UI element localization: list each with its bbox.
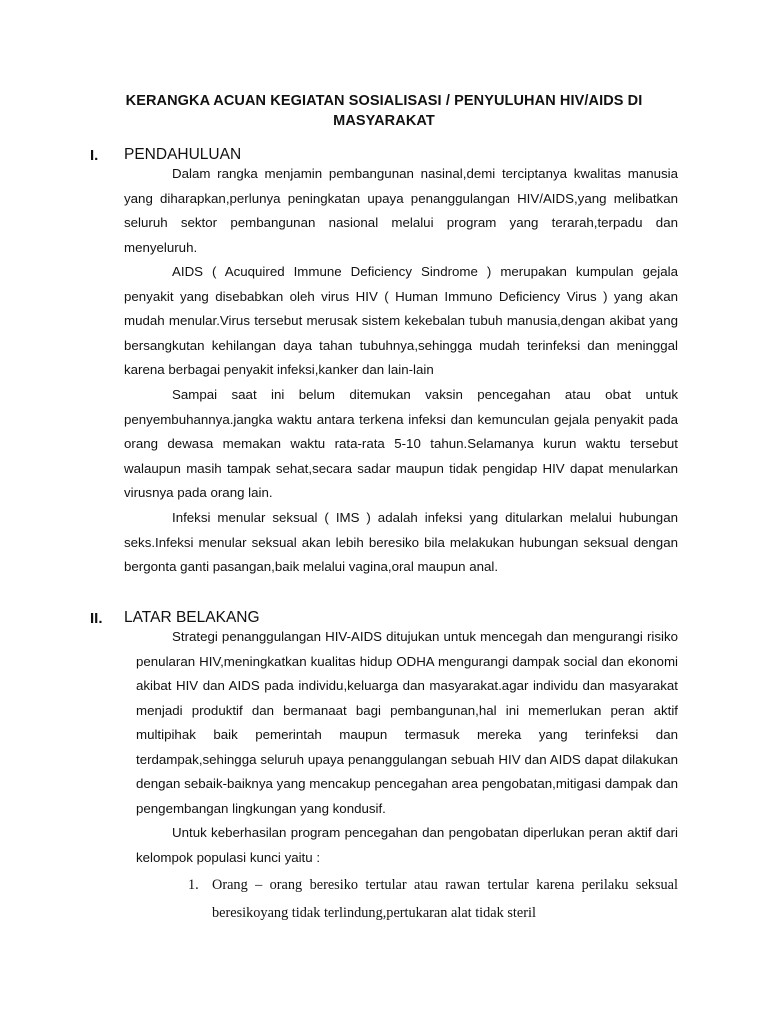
document-title-line-1: KERANGKA ACUAN KEGIATAN SOSIALISASI / PENYULUHAN HIV/AIDS DI (125, 93, 643, 109)
section-2-heading: LATAR BELAKANG (124, 609, 260, 626)
section-2-paragraph-1: Strategi penanggulangan HIV-AIDS ditujukan untuk mencegah dan mengurangi risiko penularan HIV,meningkatkan kualitas hidup ODHA mengurangi dampak social dan ekonomi akibat HIV dan AIDS pada individu,keluarga dan masyarakat.agar individu dan masyarakat menjadi produktif dan bermanaat bagi pembangunan,hal ini memerlukan peran aktif multipihak baik pemerintah maupun termasuk mereka yang terinfeksi dan terdampak,sehingga seluruh upaya penanggulangan sebuah HIV dan AIDS dapat dilakukan dengan sebaik-baiknya yang mencakup pencegahan area pengobatan,mitigasi dampak dan pengembangan lingkungan yang kondusif. (136, 629, 678, 816)
section-1-number: I. (90, 147, 99, 164)
section-1-paragraph-2: AIDS ( Acuquired Immune Deficiency Sindrome ) merupakan kumpulan gejala penyakit yang disebabkan oleh virus HIV ( Human Immuno Deficiency Virus ) yang akan mudah menular.Virus tersebut merusak sistem kekebalan tubuh manusia,dengan akibat yang bersangkutan kehilangan daya tahan tubuhnya,sehingga mudah terinfeksi dan meninggal karena berbagai penyakit infeksi,kanker dan lain-lain (124, 264, 678, 377)
section-2-paragraph-2: Untuk keberhasilan program pencegahan dan pengobatan diperlukan peran aktif dari kelompok populasi kunci yaitu : (136, 825, 678, 865)
section-1-heading: PENDAHULUAN (124, 146, 242, 163)
section-1-paragraph-4: Infeksi menular seksual ( IMS ) adalah infeksi yang ditularkan melalui hubungan seks.Infeksi menular seksual akan lebih beresiko bila melakukan hubungan seksual dengan bergonta ganti pasangan,baik melalui vagina,oral maupun anal. (124, 510, 678, 574)
document-title-line-2: MASYARAKAT (333, 113, 435, 129)
section-1-paragraph-3: Sampai saat ini belum ditemukan vaksin pencegahan atau obat untuk penyembuhannya.jangka waktu antara terkena infeksi dan kemunculan gejala penyakit pada orang dewasa memakan waktu rata-rata 5-10 tahun.Selamanya kurun waktu tersebut walaupun masih tampak sehat,secara sadar maupun tidak pengidap HIV dapat menularkan virusnya pada orang lain. (124, 387, 678, 500)
list-item-number: 1. (188, 877, 199, 893)
section-1-paragraph-1: Dalam rangka menjamin pembangunan nasinal,demi terciptanya kwalitas manusia yang diharapkan,perlunya peningkatan upaya penanggulangan HIV/AIDS,yang melibatkan seluruh sektor pembangunan nasional melalui program yang terarah,terpadu dan menyeluruh. (124, 166, 678, 255)
list-item (188, 871, 678, 927)
list-item-text: Orang – orang beresiko tertular atau rawan tertular karena perilaku seksual beresikoyang tidak terlindung,pertukaran alat tidak steril (212, 877, 678, 921)
section-2-number: II. (90, 610, 103, 627)
